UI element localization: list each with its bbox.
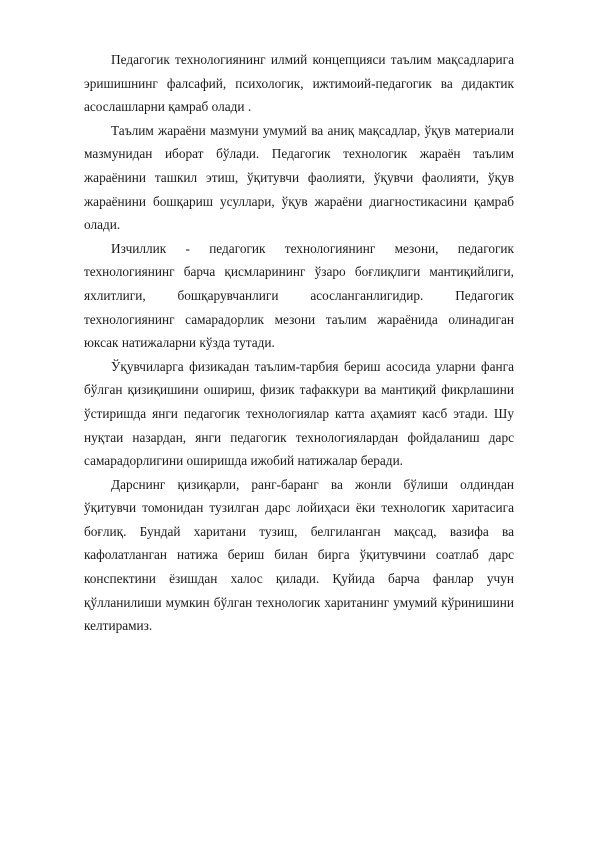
document-body	[84, 48, 514, 638]
paragraph-2: Таълим жараёни мазмуни умумий ва аниқ мақсадлар, ўқув материали мазмунидан иборат бўлади. Педагогик технологик жараён таълим жараёнини ташкил этиш, ўқитувчи фаолияти, ўқувчи фаолияти, ўқув жараёнини бошқариш усуллари, ўқув жараёни диагностикасини қамраб олади.	[84, 122, 514, 233]
paragraph-5: Дарснинг қизиқарли, ранг-баранг ва жонли бўлиши олдиндан ўқитувчи томонидан тузилган дарс лойиҳаси ёки технологик харитасига боғлиқ. Бундай харитани тузиш, белгиланган мақсад, вазифа ва кафолатланган натижа бериш билан бирга ўқитувчини соатлаб дарс конспектини ёзишдан халос қилади. Қуйида барча фанлар учун қўлланилиши мумкин бўлган технологик хаританинг умумий кўринишини келтирамиз.	[84, 476, 514, 634]
paragraph-3: Изчиллик - педагогик технологиянинг мезони, педагогик технологиянинг барча қисмларининг ўзаро боғлиқлиги мантиқийлиги, яхлитлиги, бошқарувчанлиги асосланганлигидир. Педагогик технологиянинг самарадорлик мезони таълим жараёнида олинадиган юксак натижаларни кўзда тутади.	[84, 240, 514, 351]
paragraph-4: Ўқувчиларга физикадан таълим-тарбия бериш асосида уларни фанга бўлган қизиқишини ошириш, физик тафаккури ва мантиқий фикрлашини ўстиришда янги педагогик технологиялар катта аҳамият касб этади. Шу нуқтаи назардан, янги педагогик технологиялардан фойдаланиш дарс самарадорлигини оширишда ижобий натижалар беради.	[84, 358, 514, 469]
paragraph-1: Педагогик технологиянинг илмий концепцияси таълим мақсадларига эришишнинг фалсафий, психологик, ижтимоий-педагогик ва дидактик асослашларни қамраб олади .	[84, 52, 514, 115]
